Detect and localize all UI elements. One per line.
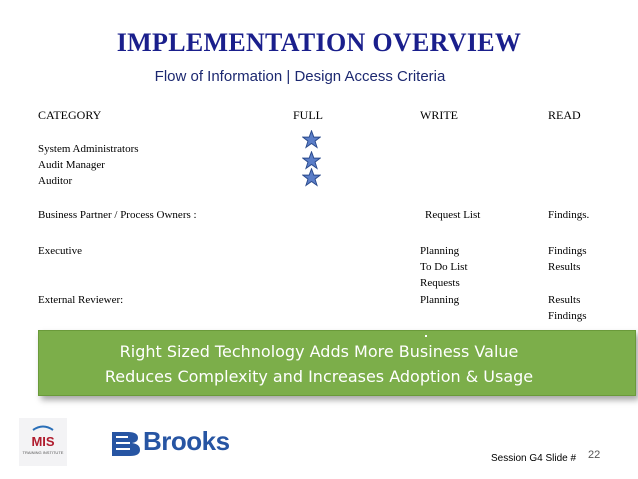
row-category-executive: Executive bbox=[38, 245, 82, 257]
header-write: WRITE bbox=[420, 108, 458, 122]
full-access-star-icon bbox=[302, 168, 321, 187]
brooks-logo-text: Brooks bbox=[143, 426, 230, 456]
mis-logo-mark-icon bbox=[19, 418, 67, 466]
mis-logo bbox=[19, 418, 67, 466]
row-write-executive-2: To Do List bbox=[420, 261, 468, 273]
row-read-external-reviewer-2: Findings bbox=[548, 310, 587, 322]
header-read: READ bbox=[548, 108, 581, 122]
slide-number: 22 bbox=[588, 449, 601, 461]
row-category-business-partner: Business Partner / Process Owners : bbox=[38, 209, 197, 221]
row-read-executive-1: Findings bbox=[548, 245, 587, 257]
mis-logo-tagline: TRAINING INSTITUTE bbox=[22, 450, 64, 455]
mis-logo-text: MIS bbox=[31, 434, 55, 449]
banner-line-2: Reduces Complexity and Increases Adoption & Usage bbox=[104, 367, 534, 386]
value-banner bbox=[38, 330, 636, 396]
row-write-executive-1: Planning bbox=[420, 245, 460, 257]
row-read-executive-2: Results bbox=[548, 261, 581, 273]
slide-subtitle: Flow of Information | Design Access Criteria bbox=[154, 68, 446, 85]
full-access-star-icon bbox=[302, 130, 321, 149]
banner-line-1: Right Sized Technology Adds More Business Value bbox=[119, 342, 519, 361]
row-read-external-reviewer-1: Results bbox=[548, 294, 581, 306]
slide-title: IMPLEMENTATION OVERVIEW bbox=[116, 28, 522, 57]
header-category: CATEGORY bbox=[38, 108, 102, 122]
footer-session: Session G4 Slide # bbox=[491, 453, 577, 464]
row-write-executive-3: Requests bbox=[420, 277, 460, 289]
row-category-auditor: Auditor bbox=[38, 175, 73, 187]
header-full: FULL bbox=[293, 108, 323, 122]
banner-dot bbox=[425, 335, 427, 337]
row-read-business-partner: Findings. bbox=[548, 209, 590, 221]
row-category-external-reviewer: External Reviewer: bbox=[38, 294, 124, 306]
row-write-external-reviewer: Planning bbox=[420, 294, 460, 306]
row-category-system-administrators: System Administrators bbox=[38, 143, 139, 155]
row-category-audit-manager: Audit Manager bbox=[38, 159, 105, 171]
brooks-logo-mark-icon bbox=[110, 428, 142, 458]
row-write-business-partner: Request List bbox=[425, 209, 481, 221]
